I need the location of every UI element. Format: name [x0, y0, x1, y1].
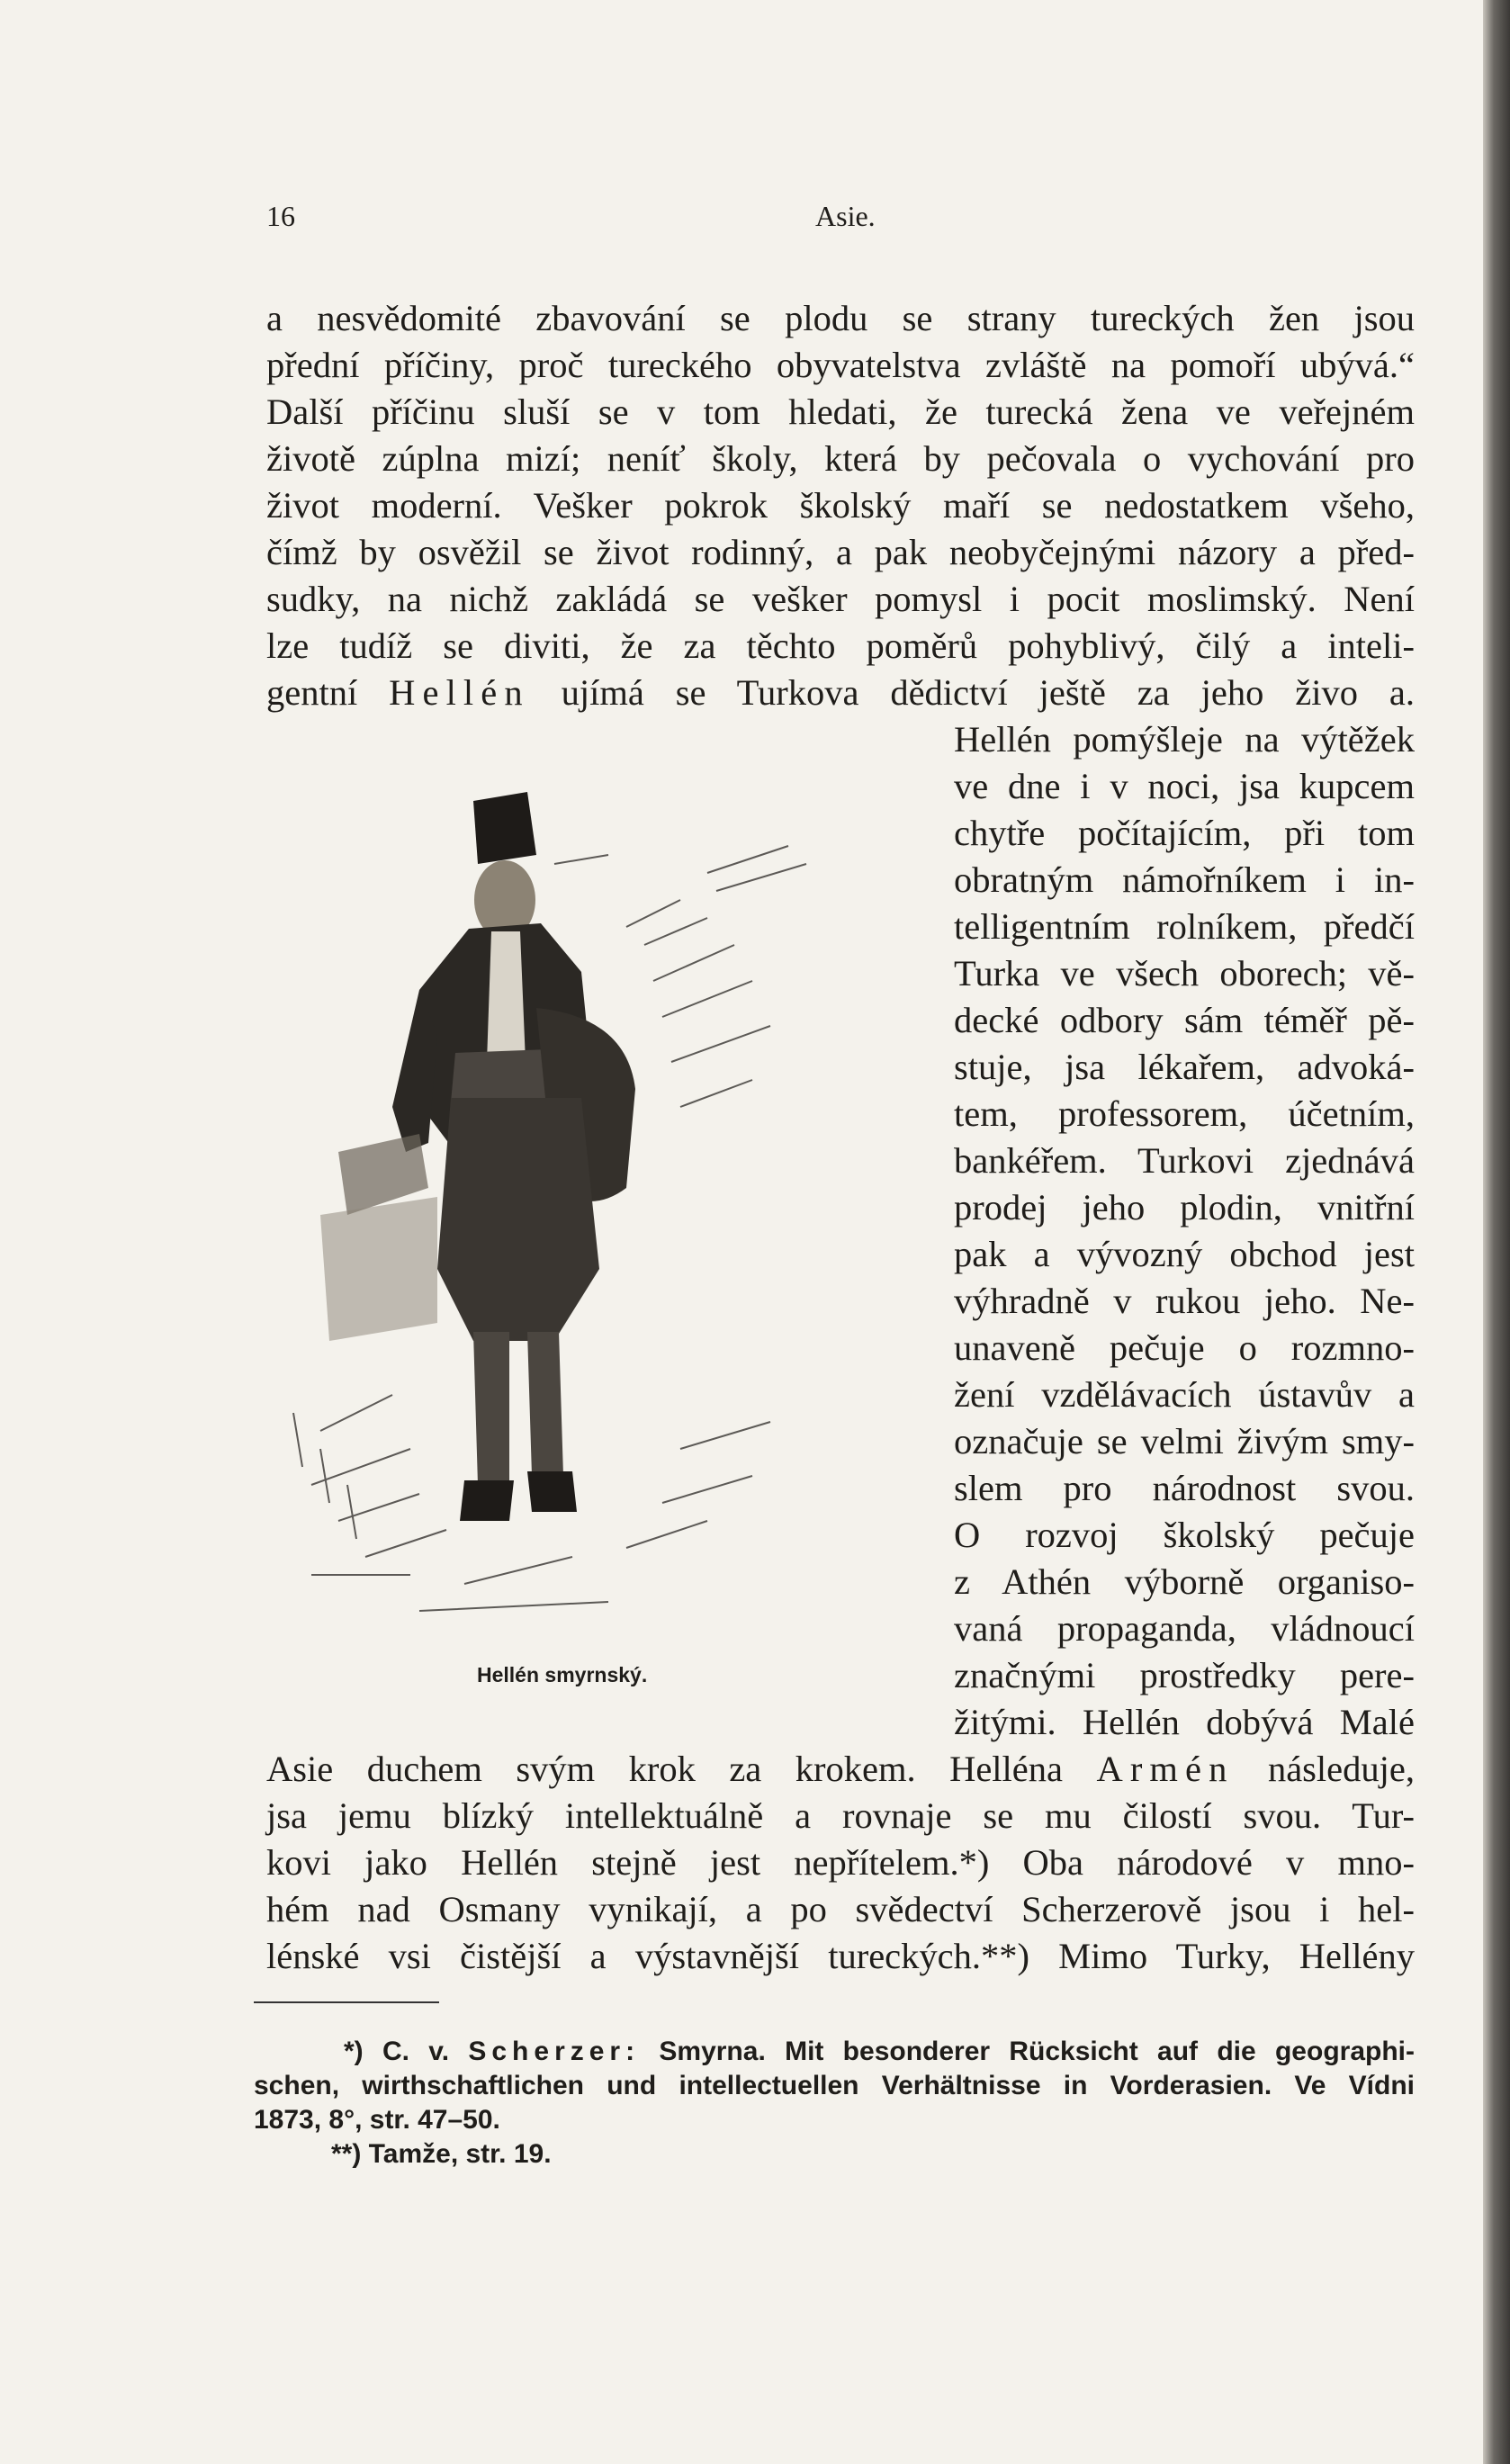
running-title: Asie. [815, 200, 876, 232]
text-line: čímž by osvěžil se život rodinný, a pak neobyčejnými názory a před- [266, 532, 1415, 572]
text-segment: následuje, [1267, 1749, 1416, 1789]
trousers [437, 1098, 599, 1341]
text-line: lénské vsi čistější a výstavnější tureckých.**) Mimo Turky, Hellény [266, 1936, 1415, 1976]
column-line: obratným námořníkem i in- [954, 859, 1415, 900]
column-line: značnými prostředky pere- [954, 1655, 1415, 1695]
column-line: ve dne i v noci, jsa kupcem [954, 766, 1415, 806]
footnote-1 [344, 2036, 1415, 2068]
left-shoe [460, 1480, 514, 1521]
footnote-1-line-2: schen, wirthschaftlichen und intellectuellen Verhältnisse in Vorderasien. Ve Vídni [254, 2071, 1415, 2100]
footnote-rule [254, 2001, 439, 2003]
column-line: chytře počítajícím, při tom [954, 813, 1415, 853]
book-binding-edge [1483, 0, 1510, 2464]
column-line: decké odbory sám téměř pě- [954, 1000, 1415, 1040]
spaced-name-hellen: Hellén [389, 672, 530, 713]
text-line: sudky, na nichž zakládá se vešker pomysl i pocit moslimský. Není [266, 579, 1415, 619]
text-line: přední příčiny, proč tureckého obyvatelstva zvláště na pomoří ubývá.“ [266, 345, 1415, 385]
column-line: vaná propaganda, vládnoucí [954, 1608, 1415, 1649]
footnote-mark: *) C. v. [344, 2037, 450, 2066]
column-line: stuje, jsa lékařem, advoká- [954, 1047, 1415, 1087]
left-leg [473, 1332, 509, 1485]
spaced-name-armen: Armén [1096, 1749, 1235, 1789]
text-line: jsa jemu blízký intellektuálně a rovnaje se mu čilostí svou. Tur- [266, 1795, 1415, 1836]
text-segment: ujímá se Turkova dědictví ještě za jeho živo a. [561, 672, 1416, 713]
column-line: telligentním rolníkem, předčí [954, 906, 1415, 947]
column-line: bankéřem. Turkovi zjednává [954, 1140, 1415, 1181]
column-line: tem, professorem, účetním, [954, 1093, 1415, 1134]
figure-caption: Hellén smyrnský. [477, 1663, 648, 1686]
column-line: prodej jeho plodin, vnitřní [954, 1187, 1415, 1228]
column-line: Turka ve všech oborech; vě- [954, 953, 1415, 994]
column-line: pak a vývozný obchod jest [954, 1234, 1415, 1274]
page-header [266, 200, 1415, 245]
text-line [266, 1746, 1415, 1793]
text-line [266, 670, 1415, 716]
text-line: lze tudíž se diviti, že za těchto poměrů pohyblivý, čilý a inteli- [266, 625, 1415, 666]
text-line: život moderní. Vešker pokrok školský maří se nedostatkem všeho, [266, 485, 1415, 526]
column-line: označuje se velmi živým smy- [954, 1421, 1415, 1461]
footnote-author: Scherzer: [468, 2037, 641, 2066]
text-line: hém nad Osmany vynikají, a po svědectví Scherzerově jsou i hel- [266, 1889, 1415, 1929]
figure-man [392, 792, 635, 1521]
right-shoe [527, 1471, 577, 1512]
text-segment: gentní [266, 672, 358, 713]
footnote-text: Smyrna. Mit besonderer Rücksicht auf die geographi- [659, 2037, 1415, 2066]
shirt [487, 931, 526, 1062]
column-line: unaveně pečuje o rozmno- [954, 1327, 1415, 1368]
text-line: a nesvědomité zbavování se plodu se strany tureckých žen jsou [266, 298, 1415, 338]
footnote-1-line-3: 1873, 8°, str. 47–50. [254, 2105, 500, 2135]
column-line: slem pro národnost svou. [954, 1468, 1415, 1508]
column-line: výhradně v rukou jeho. Ne- [954, 1281, 1415, 1321]
stone-wall-base [320, 1197, 437, 1341]
page-number: 16 [266, 200, 295, 232]
column-line: O rozvoj školský pečuje [954, 1515, 1415, 1555]
text-segment: Asie duchem svým krok za krokem. Helléna [266, 1749, 1063, 1789]
right-leg [527, 1332, 563, 1476]
column-line: Hellén pomýšleje na výtěžek [954, 719, 1415, 760]
text-line: kovi jako Hellén stejně jest nepřítelem.*) Oba národové v mno- [266, 1842, 1415, 1883]
text-line: životě zúplna mizí; neníť školy, která by pečovala o vychování pro [266, 438, 1415, 479]
fez-hat [473, 792, 536, 864]
footnote-2: **) Tamže, str. 19. [331, 2139, 552, 2169]
column-line: žitými. Hellén dobývá Malé [954, 1702, 1415, 1742]
text-line: Další příčinu sluší se v tom hledati, že turecká žena ve veřejném [266, 391, 1415, 432]
column-line: žení vzdělávacích ústavův a [954, 1374, 1415, 1415]
column-line: z Athén výborně organiso- [954, 1561, 1415, 1602]
engraving-illustration [284, 765, 896, 1656]
